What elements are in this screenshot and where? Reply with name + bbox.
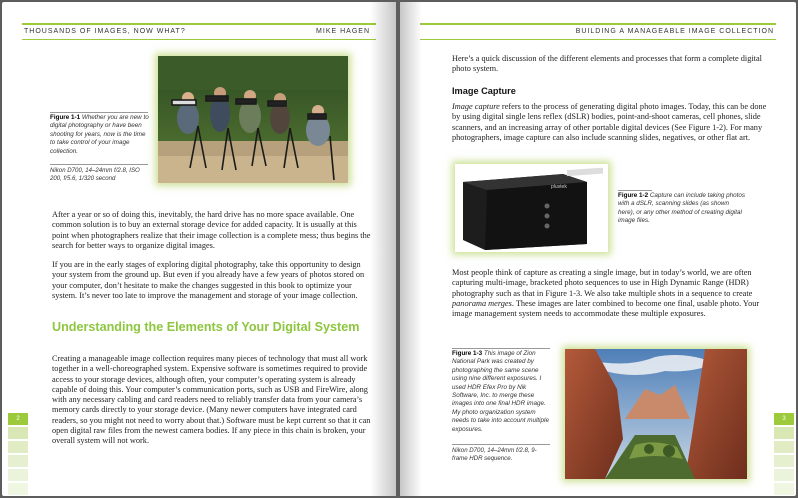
photographers-photo <box>158 56 348 183</box>
thumb-tab <box>8 441 28 453</box>
capture-paragraph <box>452 102 774 143</box>
thumb-tab <box>8 469 28 481</box>
scanner-photo <box>455 164 608 252</box>
left-page-number: 2 <box>16 416 20 422</box>
thumb-tab-page-number <box>8 413 28 425</box>
figure-1-1-credit: Nikon D700, 14–24mm f/2.8, ISO 200, f/5.6, 1/320 second <box>50 167 140 183</box>
figure-1-1-rule-top <box>50 112 148 113</box>
right-running-header <box>420 23 776 40</box>
thumb-tab <box>774 441 794 453</box>
figure-1-2-caption <box>618 192 746 226</box>
figure-1-1-rule-bottom <box>50 164 148 165</box>
capture-paragraph-text: refers to the process of generating digital photo images. Today, this can be done by using digital single lens reflex (dSLR) bodies, point-and-shoot cameras, cell phones, slide scanners, and an increasing array of other portable digital devices (See Figure 1-2). For many photographers, image capture can also include scanning slides, negatives, or other flat art. <box>452 102 767 142</box>
figure-1-3-caption <box>452 350 552 434</box>
thumb-tab <box>8 427 28 439</box>
thumb-tab <box>8 483 28 495</box>
paragraph-2: If you are in the early stages of exploring digital photography, take this opportunity to design your system from the ground up. But even if you already have a few years of photos stored on your computer, don’t hesitate to make the changes suggested in this book to optimize your system. It’s never too late to improve the management and storage of your image collection. <box>52 260 365 300</box>
hdr-paragraph-part-1: Most people think of capture as creating a single image, but in today’s world, we are often capturing multi-image, bracketed photo sequences to use in High Dynamic Range (HDR) photography such as that in Figure 1-3. We also take multiple shots in a sequence to create <box>452 268 753 298</box>
left-gutter-shadow <box>370 2 396 496</box>
thumb-tab <box>774 427 794 439</box>
intro-paragraph: Here’s a quick discussion of the different elements and processes that form a complete digital photo system. <box>452 54 762 74</box>
figure-1-2-caption-text: Capture can include taking photos with a dSLR, scanning slides (as shown here), or any other method of creating digital image files. <box>618 192 746 225</box>
figure-1-3-label: Figure 1-3 <box>452 350 483 357</box>
figure-1-3-credit: Nikon D700, 14–24mm f/2.8, 9-frame HDR sequence. <box>452 447 537 463</box>
running-head-author: MIKE HAGEN <box>316 28 370 35</box>
left-page <box>2 2 396 496</box>
section-heading: Understanding the Elements of Your Digital System <box>52 320 360 334</box>
hdr-paragraph-part-2: . These images are later combined to become one final, usable photo. Your image management system needs to accommodate these multiple exposures. <box>452 298 760 319</box>
hdr-paragraph <box>452 268 774 319</box>
figure-1-2-rule <box>618 190 652 191</box>
slide-scanner-illustration <box>455 164 608 252</box>
right-page <box>400 2 796 496</box>
section-paragraph: Creating a manageable image collection requires many pieces of technology that must all work together in a well-choreographed system. Expensive software is sometimes required to provide access to your storage devices, although often, your computer’s operating system is already capable of doing this. Your computer’s communication ports, such as USB and FireWire, along with any necessary cabling and card readers need to reliably transfer data from your camera’s memory cards directly to your storage device. (Many newer computers have integrated card readers, so you might not need to worry about that.) Software must be kept current so that it can open digital raw files from the newest camera bodies. If any piece in this chain is broken, your overall system will not work. <box>52 354 371 446</box>
figure-1-3-caption-text: This image of Zion National Park was created by photographing the same scene using nine different exposures. I used HDR Efex Pro by Nik Software, Inc. to merge these images into one final HDR image. My photo organization system needs to take into account multiple exposures. <box>452 350 549 433</box>
thumb-tab <box>774 469 794 481</box>
thumb-tab <box>8 455 28 467</box>
figure-1-1-caption <box>50 114 150 156</box>
hdr-term: panorama merges <box>452 298 512 308</box>
figure-1-1-label: Figure 1-1 <box>50 114 81 121</box>
figure-1-2-label: Figure 1-2 <box>618 192 649 199</box>
thumb-tab <box>774 483 794 495</box>
right-page-number: 3 <box>782 416 786 422</box>
figure-1-1-caption-text: Whether you are new to digital photography or have been shooting for years, now is the time to take control of your image collection. <box>50 114 149 155</box>
zion-canyon-illustration <box>565 349 747 479</box>
figure-1-3-rule-top <box>452 348 550 349</box>
scanner-brand: plustek <box>551 184 567 190</box>
running-head-title: BUILDING A MANAGEABLE IMAGE COLLECTION <box>575 28 774 35</box>
photographers-illustration <box>158 56 348 183</box>
capture-term: Image capture <box>452 102 500 111</box>
thumb-tab-page-number <box>774 413 794 425</box>
paragraph-1: After a year or so of doing this, inevitably, the hard drive has no more space available. One common solution is to buy an external storage device for added capacity. It is usually at this point when photographers realize that their image collection is a complete mess; thus begins the search for better ways to organize digital images. <box>52 210 371 250</box>
thumb-tab <box>774 455 794 467</box>
left-running-header <box>22 23 376 40</box>
zion-hdr-photo <box>565 349 747 479</box>
right-gutter-shadow <box>400 2 422 496</box>
figure-1-3-rule-bottom <box>452 444 550 445</box>
running-head-title: THOUSANDS OF IMAGES, NOW WHAT? <box>24 28 186 35</box>
subheading-image-capture: Image Capture <box>452 86 516 96</box>
